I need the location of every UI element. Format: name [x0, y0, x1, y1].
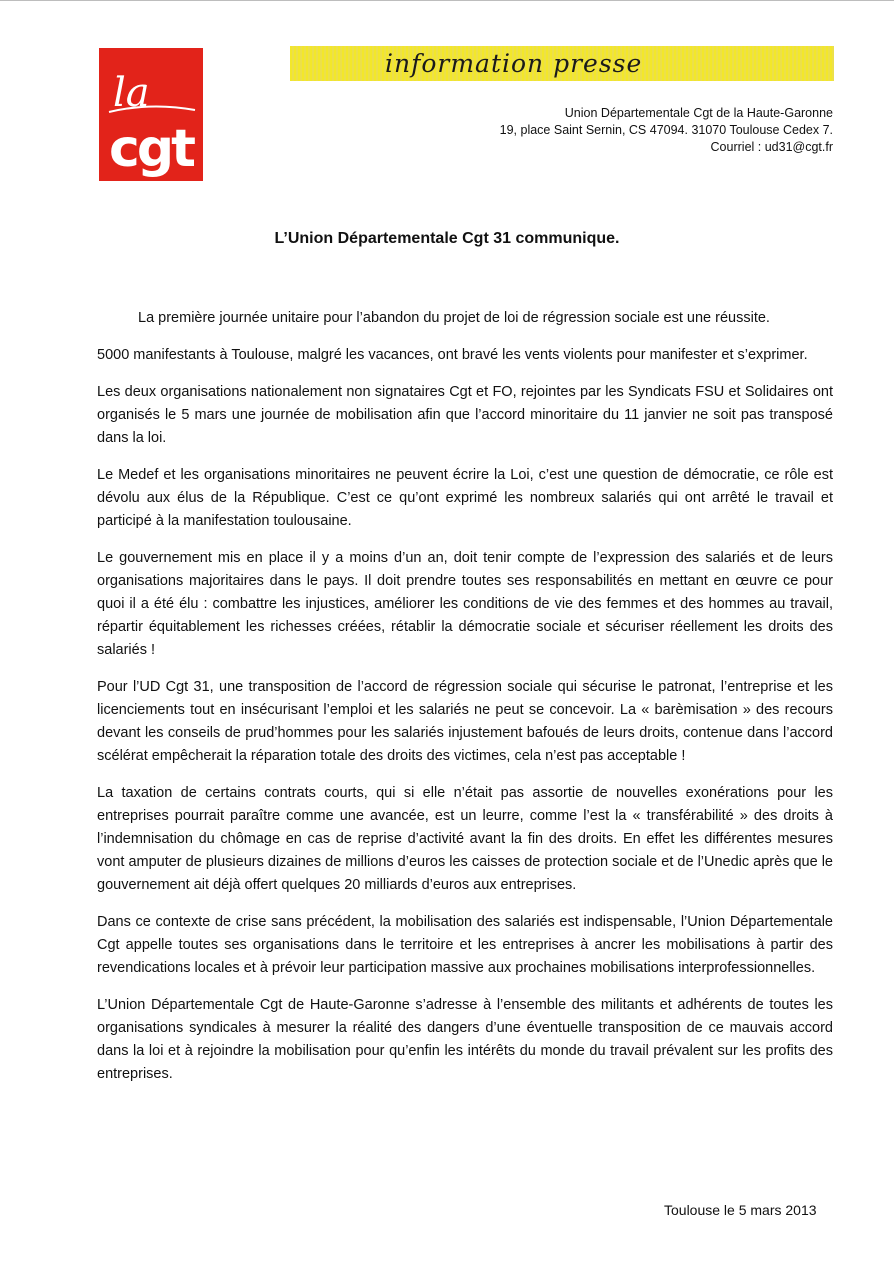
- paragraph: Le Medef et les organisations minoritaires ne peuvent écrire la Loi, c’est une question de démocratie, ce rôle est dévolu aux élus de la République. C’est ce qu’ont exprimé les nombreux salariés qui ont arrêté le travail et participé à la manifestation toulousaine.: [97, 467, 833, 529]
- paragraph: La taxation de certains contrats courts, qui si elle n’était pas assortie de nouvelles exonérations pour les entreprises pourrait paraître comme une avancée, est un leurre, comme l’est la « transférabilité » des droits à l’indemnisation du chômage en cas de reprise d’activité avant la fin des droits. En effet les différentes mesures vont amputer de plusieurs dizaines de millions d’euros les caisses de protection sociale et de l’Unedic après que le gouvernement ait déjà offert quelques 20 milliards d’euros aux entreprises.: [97, 785, 833, 893]
- paragraph: Dans ce contexte de crise sans précédent, la mobilisation des salariés est indispensable, l’Union Départementale Cgt appelle toutes ses organisations dans le territoire et les entreprises à ancrer les mobilisations à partir des revendications locales et à prévoir leur participation massive aux prochaines mobilisations interprofessionnelles.: [97, 914, 833, 976]
- top-border: [0, 0, 894, 1]
- logo-cgt-text: cgt: [109, 119, 193, 179]
- paragraph: Le gouvernement mis en place il y a moins d’un an, doit tenir compte de l’expression des salariés et de leurs organisations majoritaires dans le pays. Il doit prendre toutes ses responsabilités en mettant en œuvre ce pour quoi il a été élu : combattre les injustices, améliorer les conditions de vie des femmes et des hommes au travail, répartir équitablement les richesses créées, rétablir la démocratie sociale et sécuriser réellement les droits des salariés !: [97, 550, 833, 658]
- banner-title: information presse: [385, 49, 643, 78]
- press-banner: [290, 46, 834, 81]
- paragraph: La première journée unitaire pour l’abandon du projet de loi de régression sociale est une réussite.: [138, 310, 770, 326]
- address-block: [413, 105, 833, 156]
- cgt-logo-icon: [99, 48, 203, 181]
- cgt-logo: [99, 48, 203, 181]
- address-line: 19, place Saint Sernin, CS 47094. 31070 Toulouse Cedex 7.: [499, 123, 833, 137]
- logo-la-text: la: [113, 70, 150, 116]
- page-title: L’Union Départementale Cgt 31 communique.: [274, 230, 620, 247]
- address-email: Courriel : ud31@cgt.fr: [710, 140, 833, 154]
- communique-body: [97, 307, 833, 1100]
- paragraph: Pour l’UD Cgt 31, une transposition de l’accord de régression sociale qui sécurise le patronat, l’entreprise et les licenciements tout en insécurisant l’emploi et les salariés ne peut se concevoir. La « barèmisation » des recours devant les conseils de prud’hommes pour les salariés injustement bafoués de leurs droits, contenue dans l’accord scélérat empêcherait la réparation totale des droits des victimes, cela n’est pas acceptable !: [97, 679, 833, 764]
- paragraph: 5000 manifestants à Toulouse, malgré les vacances, ont bravé les vents violents pour manifester et s’exprimer.: [97, 347, 808, 363]
- paragraph: L’Union Départementale Cgt de Haute-Garonne s’adresse à l’ensemble des militants et adhérents de toutes les organisations syndicales à mesurer la réalité des dangers d’une éventuelle transposition de ce mauvais accord dans la loi et à rejoindre la mobilisation pour qu’enfin les intérêts du monde du travail prévalent sur les profits des entreprises.: [97, 997, 833, 1082]
- signature-date: Toulouse le 5 mars 2013: [664, 1202, 817, 1218]
- address-line: Union Départementale Cgt de la Haute-Garonne: [564, 106, 833, 120]
- paragraph: Les deux organisations nationalement non signataires Cgt et FO, rejointes par les Syndicats FSU et Solidaires ont organisés le 5 mars une journée de mobilisation afin que l’accord minoritaire du 11 janvier ne soit pas transposé dans la loi.: [97, 384, 833, 446]
